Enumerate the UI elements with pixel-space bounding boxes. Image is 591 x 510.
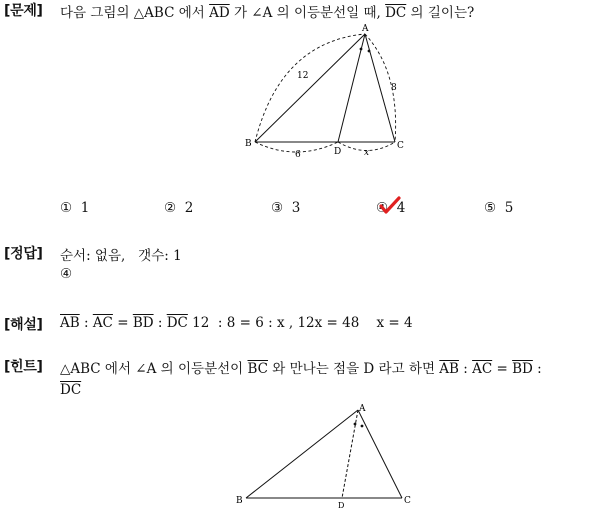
problem-text-part: 가 ∠A 의 이등분선일 때,: [229, 5, 386, 21]
choice-mark: ④: [376, 200, 389, 216]
explanation-part: =: [112, 315, 133, 331]
side-ab: [246, 410, 358, 498]
side-ac: [358, 410, 402, 498]
segment: $\overline{DC}$: [166, 315, 188, 331]
label-c: C: [397, 141, 404, 151]
choice-3[interactable]: [271, 200, 300, 216]
segment: $\overline{AC}$: [92, 315, 113, 331]
segment-dc: $\overline{DC}$: [385, 5, 407, 21]
choice-value: 3: [291, 200, 301, 216]
hint-part: △ABC 에서 ∠A 의 이등분선이: [60, 361, 248, 377]
label-a: A: [362, 24, 369, 34]
segment: $\overline{BD}$: [132, 315, 154, 331]
segment: $\overline{AB}$: [439, 361, 459, 377]
segment-ad: $\overline{AD}$: [209, 5, 230, 21]
problem-text: [60, 1, 474, 21]
label-b: B: [236, 496, 243, 506]
choice-5[interactable]: [484, 200, 513, 216]
label-ab-length: 12: [297, 71, 309, 81]
hint-text-line2: [60, 382, 81, 398]
side-ab: [255, 34, 365, 142]
choice-2[interactable]: [164, 200, 193, 216]
segment: $\overline{BD}$: [512, 361, 533, 377]
label-a: A: [359, 404, 366, 414]
segment: $\overline{DC}$: [60, 382, 82, 398]
segment: $\overline{BC}$: [247, 361, 268, 377]
problem-text-part: 다음 그림의 △ABC 에서: [60, 5, 210, 21]
checkmark-icon: [378, 196, 402, 216]
explanation-text: [60, 315, 413, 331]
explanation-part: :: [153, 315, 167, 331]
hint-part: :: [458, 361, 473, 377]
hint-tag: [힌트]: [4, 359, 43, 375]
angle-dot: [354, 423, 357, 426]
choice-mark: ①: [60, 200, 73, 216]
label-b: B: [245, 139, 252, 149]
explanation-part: 12 : 8 = 6 : x , 12x = 48 x = 4: [187, 315, 413, 331]
choice-value: 4: [396, 200, 406, 216]
segment: $\overline{AC}$: [472, 361, 493, 377]
problem-text-part: 의 길이는?: [406, 5, 475, 21]
label-bd-length: 6: [295, 150, 301, 160]
label-d: D: [334, 147, 342, 157]
explanation-tag: [해설]: [4, 317, 43, 333]
angle-dot: [361, 425, 364, 428]
choice-1[interactable]: [60, 200, 89, 216]
label-dc-length: x: [364, 148, 370, 158]
explanation-part: :: [79, 315, 93, 331]
answer-line2: ④: [60, 266, 73, 282]
label-ac-length: 8: [391, 83, 397, 93]
problem-figure: [240, 22, 420, 162]
hint-part: :: [532, 361, 542, 377]
choice-value: 5: [504, 200, 514, 216]
angle-dot: [360, 48, 363, 51]
choice-mark: ⑤: [484, 200, 497, 216]
problem-tag: [문제]: [4, 3, 43, 19]
choice-mark: ②: [164, 200, 177, 216]
label-c: C: [404, 496, 411, 506]
hint-part: =: [492, 361, 513, 377]
answer-line1: 순서: 없음, 갯수: 1: [60, 248, 182, 264]
answer-tag: [정답]: [4, 246, 43, 262]
hint-part: 와 만나는 점을 D 라고 하면: [268, 361, 440, 377]
hint-text: [60, 357, 542, 377]
hint-figure: [232, 400, 422, 510]
choice-mark: ③: [271, 200, 284, 216]
choice-value: 2: [184, 200, 194, 216]
choice-value: 1: [80, 200, 90, 216]
angle-dot: [368, 50, 371, 53]
segment: $\overline{AB}$: [60, 315, 80, 331]
label-d: D: [338, 501, 345, 510]
